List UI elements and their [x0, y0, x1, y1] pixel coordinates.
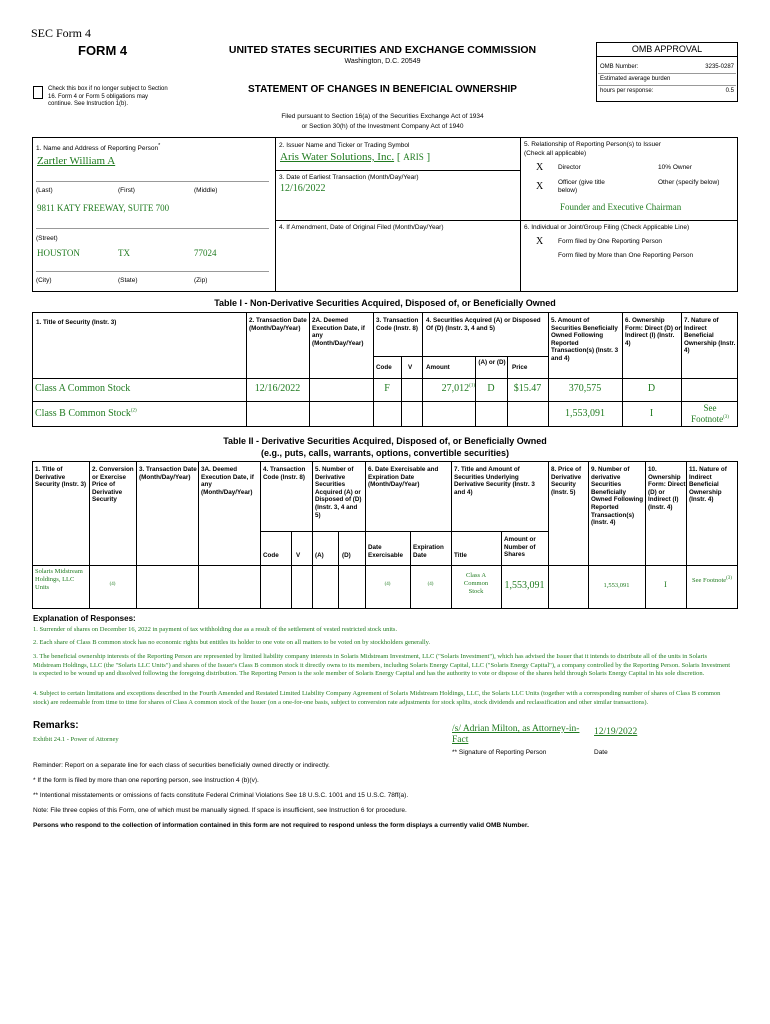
- city-label: (City): [36, 277, 52, 284]
- t2-h3: 3. Transaction Date (Month/Day/Year): [139, 466, 197, 481]
- t2-d: (D): [342, 552, 351, 559]
- omb-hours-label: hours per response:: [600, 88, 654, 94]
- t2r-shares: 1,553,091: [504, 580, 545, 591]
- note-1: * If the form is filed by more than one reporting person, see Instruction 4 (b)(v).: [33, 777, 259, 784]
- officer-label: Officer (give title below): [558, 179, 605, 194]
- zip-value: 77024: [194, 248, 217, 258]
- table-row: Class A Common Stock: [35, 383, 131, 394]
- t2r-expiration: (4): [427, 582, 434, 587]
- table2-title-1: Table II - Derivative Securities Acquired, Disposed of, or Beneficially Owned: [223, 436, 547, 446]
- t1r2-nature[interactable]: See Footnote$^{(3)}$: [691, 403, 729, 424]
- table2-title-2: (e.g., puts, calls, warrants, options, convertible securities): [260, 448, 510, 458]
- t2r-form: I: [664, 580, 667, 589]
- remarks-text: Exhibit 24.1 - Power of Attorney: [33, 736, 119, 743]
- one-person-mark[interactable]: X: [536, 236, 544, 247]
- more-person-label: Form filed by More than One Reporting Person: [558, 252, 694, 259]
- note-2: ** Intentional misstatements or omissions of facts constitute Federal Criminal Violations See 18 U.S.C. 1001 and 15 U.S.C. 78ff(a).: [33, 792, 409, 799]
- street-label: (Street): [36, 235, 58, 242]
- t1-aord: (A) or (D): [478, 359, 506, 366]
- reporting-person-address: 9811 KATY FREEWAY, SUITE 700: [37, 203, 170, 213]
- t2r-price: (4): [109, 582, 116, 587]
- director-mark[interactable]: X: [536, 162, 544, 173]
- box4-label: 4. If Amendment, Date of Original Filed (Month/Day/Year): [279, 224, 444, 231]
- t2-h8: 8. Price of Derivative Security (Instr. 5): [551, 466, 582, 496]
- t2r-nature[interactable]: See Footnote$^{(3)}$: [692, 576, 732, 585]
- filed-pursuant-2: or Section 30(h) of the Investment Company Act of 1940: [301, 123, 464, 130]
- t2-h2: 2. Conversion or Exercise Price of Derivative Security: [92, 466, 134, 504]
- t1r1-date: 12/16/2022: [254, 383, 301, 394]
- box5-label-1: 5. Relationship of Reporting Person(s) to Issuer: [524, 141, 661, 148]
- note-4: Persons who respond to the collection of information contained in this form are not required to respond unless the form displays a currently valid OMB Number.: [33, 822, 529, 829]
- t2-exercisable: Date Exercisable: [368, 544, 404, 559]
- t2-expiration: Expiration Date: [413, 544, 444, 559]
- middle-label: (Middle): [194, 187, 218, 194]
- t1-h6: 6. Ownership Form: Direct (D) or Indirect (I) (Instr. 4): [625, 317, 681, 347]
- t1r2-form: I: [649, 408, 654, 419]
- t2-h5: 5. Number of Derivative Securities Acquired (A) or Disposed of (D) (Instr. 3, 4 and 5): [315, 466, 362, 519]
- reminder: Reminder: Report on a separate line for each class of securities beneficially owned directly or indirectly.: [33, 762, 330, 769]
- t1-code: Code: [376, 364, 392, 371]
- t1-amount: Amount: [426, 364, 450, 371]
- omb-number-value: 3235-0287: [705, 64, 734, 70]
- t1-h2a: 2A. Deemed Execution Date, if any (Month/Day/Year): [312, 317, 365, 347]
- omb-title: OMB APPROVAL: [596, 43, 738, 57]
- one-person-label: Form filed by One Reporting Person: [558, 238, 663, 245]
- signature-date: 12/19/2022: [594, 727, 638, 737]
- t1-h4: 4. Securities Acquired (A) or Disposed Of (D) (Instr. 3, 4 and 5): [426, 317, 541, 332]
- t2-h4: 4. Transaction Code (Instr. 8): [263, 466, 306, 481]
- table-row: Solaris Midstream Holdings, LLC Units: [35, 568, 83, 591]
- t1-h1: 1. Title of Security (Instr. 3): [36, 319, 117, 326]
- signature-label: ** Signature of Reporting Person: [452, 749, 547, 756]
- t1r1-amount: 27,012$^{(1)}$: [441, 383, 475, 394]
- box5-label-2: (Check all applicable): [524, 150, 587, 157]
- zip-label: (Zip): [194, 277, 208, 284]
- t1r2-owned: 1,553,091: [565, 408, 605, 419]
- city-value: HOUSTON: [37, 248, 80, 258]
- ticker-symbol: ARIS: [403, 152, 424, 162]
- checkbox-text: Check this box if no longer subject to Section 16. Form 4 or Form 5 obligations may continue. See Instruction 1(b).: [48, 86, 168, 107]
- top-label: SEC Form 4: [31, 26, 92, 40]
- t2r-exercisable: (4): [384, 582, 391, 587]
- statement-title: STATEMENT OF CHANGES IN BENEFICIAL OWNERSHIP: [248, 84, 517, 95]
- table-row: Class B Common Stock$^{(2)}$: [35, 408, 137, 419]
- t2-h3a: 3A. Deemed Execution Date, if any (Month/Day/Year): [201, 466, 254, 496]
- filed-pursuant-1: Filed pursuant to Section 16(a) of the Securities Exchange Act of 1934: [281, 113, 484, 120]
- issuer-name[interactable]: Aris Water Solutions, Inc. [ ARIS ]: [280, 151, 431, 163]
- footnote-4: 4. Subject to certain limitations and exceptions described in the Fourth Amended and Restated Limited Liability Company Agreement of Solaris Midstream Holdings, LLC, the Solaris LLC Units (together with a corresponding number of shares of Class B common stock) are redeemable from time to time for shares of Class A common stock of the Issuer (on a one-for-one basis, subject to conversion rate adjustments for stock splits, stock dividends and reclassification and other similar transactions).: [33, 690, 721, 706]
- t2-code: Code: [263, 552, 279, 559]
- t1-price: Price: [512, 364, 528, 371]
- first-label: (First): [118, 187, 135, 194]
- signature-name[interactable]: /s/ Adrian Milton, as Attorney-in-Fact: [452, 724, 580, 745]
- box6-label: 6. Individual or Joint/Group Filing (Check Applicable Line): [524, 224, 690, 231]
- t2-h10: 10. Ownership Form: Direct (D) or Indirect (I) (Instr. 4): [648, 466, 686, 511]
- t1-h7: 7. Nature of Indirect Beneficial Ownership (Instr. 4): [684, 317, 736, 355]
- state-value: TX: [118, 248, 130, 258]
- omb-hours-value: 0.5: [725, 88, 734, 94]
- footnote-3: 3. The beneficial ownership interests of the Reporting Person are represented by limited liability company interests in Solaris Midstream Investment, LLC ("Solaris Investment"), which has advised the Issuer that it intends to distribute all of the units in Solaris Midstream Holdings, LLC (the "Solaris LLC Units") and shares of the Issuer's Class B common stock it directly owns to its members, including Solaris Energy Capital, LLC ("Solaris Energy Capital"), a company controlled by the Reporting Person. Solaris Investment is expected to be wound up and dissolved following the foregoing distribution. The Reporting Person is the sole member of Solaris Energy Capital and has the authority to vote or dispose of the shares held through Solaris Energy Capital in his sole discretion.: [33, 653, 731, 677]
- t2-h1: 1. Title of Derivative Security (Instr. 3): [35, 466, 87, 489]
- t2r-owned: 1,553,091: [603, 582, 630, 589]
- officer-mark[interactable]: X: [536, 181, 544, 192]
- other-label: Other (specify below): [658, 179, 720, 186]
- t2-h6: 6. Date Exercisable and Expiration Date (Month/Day/Year): [368, 466, 439, 489]
- t1-h5: 5. Amount of Securities Beneficially Owned Following Reported Transaction(s) (Instr. 3 and 4): [551, 317, 619, 362]
- state-label: (State): [118, 277, 138, 284]
- t1r1-owned: 370,575: [568, 383, 602, 394]
- note-3: Note: File three copies of this Form, one of which must be manually signed. If space is insufficient, see Instruction 6 for procedure.: [33, 807, 407, 814]
- box1-label: 1. Name and Address of Reporting Person*: [36, 143, 161, 153]
- t1r1-form: D: [647, 383, 656, 394]
- t1r1-aord: D: [487, 383, 495, 394]
- box3-label: 3. Date of Earliest Transaction (Month/Day/Year): [279, 174, 419, 181]
- t2-h11: 11. Nature of Indirect Beneficial Ownership (Instr. 4): [689, 466, 727, 504]
- t2-a: (A): [315, 552, 324, 559]
- officer-title: Founder and Executive Chairman: [560, 202, 682, 212]
- t2-stitle: Title: [454, 552, 467, 559]
- t2-h9: 9. Number of derivative Securities Beneficially Owned Following Reported Transaction(s) (Instr. 4): [591, 466, 644, 527]
- remarks-title: Remarks:: [33, 720, 79, 731]
- agency-city: Washington, D.C. 20549: [344, 58, 421, 65]
- t1-h3: 3. Transaction Code (Instr. 8): [376, 317, 419, 332]
- agency-title: UNITED STATES SECURITIES AND EXCHANGE COMMISSION: [228, 44, 537, 56]
- t2-shares: Amount or Number of Shares: [504, 536, 536, 559]
- box2-label: 2. Issuer Name and Ticker or Trading Symbol: [279, 142, 410, 149]
- t1r1-code: F: [384, 383, 390, 394]
- omb-burden-label: Estimated average burden: [600, 76, 671, 82]
- t1r1-price: $15.47: [513, 383, 542, 394]
- reporting-person-name[interactable]: Zartler William A: [37, 155, 116, 167]
- date-label: Date: [594, 749, 608, 756]
- form-name: FORM 4: [78, 43, 128, 58]
- t2-v: V: [296, 552, 301, 559]
- footnote-2: 2. Each share of Class B common stock has no economic rights but entitles its holder to one vote on all matters to be voted on by stockholders generally.: [33, 639, 431, 646]
- t2-h7: 7. Title and Amount of Securities Underlying Derivative Security (Instr. 3 and 4): [454, 466, 535, 496]
- last-label: (Last): [36, 187, 53, 194]
- footnote-1: 1. Surrender of shares on December 16, 2022 in payment of tax withholding due as a result of the settlement of vested restricted stock units.: [33, 626, 398, 633]
- t1-h2: 2. Transaction Date (Month/Day/Year): [249, 317, 307, 332]
- earliest-transaction-date: 12/16/2022: [280, 183, 326, 194]
- ten-pct-owner-label: 10% Owner: [658, 164, 692, 171]
- omb-number-label: OMB Number:: [600, 64, 639, 70]
- t1-v: V: [408, 364, 413, 371]
- table1-title: Table I - Non-Derivative Securities Acquired, Disposed of, or Beneficially Owned: [214, 298, 556, 308]
- no-longer-subject-checkbox[interactable]: [33, 86, 43, 99]
- director-label: Director: [558, 164, 581, 171]
- explanation-title: Explanation of Responses:: [33, 614, 136, 623]
- t2r-underlying-title: Class A Common Stock: [463, 572, 489, 595]
